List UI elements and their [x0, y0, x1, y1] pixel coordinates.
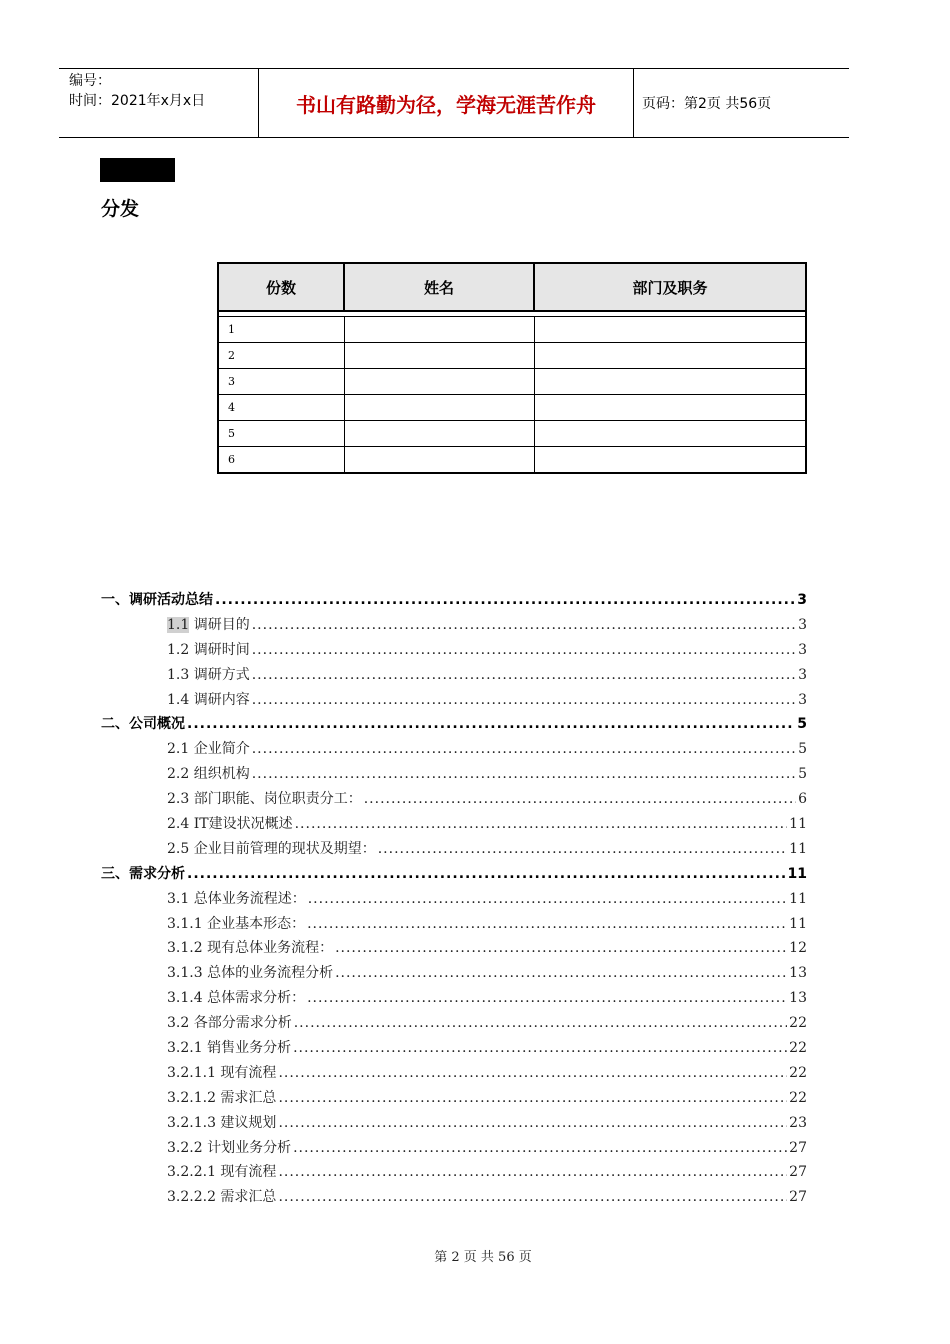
toc-page-number: 22 [789, 1064, 807, 1081]
toc-leader-dots [252, 766, 796, 782]
toc-page-number: 13 [789, 965, 807, 982]
toc-leader-dots [308, 891, 787, 907]
toc-entry-title: 二、公司概况 [101, 716, 185, 733]
toc-page-number: 11 [789, 890, 807, 907]
toc-entry[interactable] [101, 1012, 807, 1037]
toc-entry[interactable] [101, 689, 807, 714]
toc-leader-dots [278, 1189, 787, 1205]
table-cell-copies: 1 [218, 317, 344, 343]
toc-page-number: 6 [798, 791, 807, 808]
toc-entry-title: 3.2.1 销售业务分析 [167, 1040, 292, 1057]
toc-page-number: 22 [789, 1040, 807, 1057]
toc-entry[interactable] [101, 838, 807, 863]
toc-leader-dots [252, 692, 796, 708]
table-row [218, 343, 806, 369]
table-row [218, 369, 806, 395]
table-row [218, 395, 806, 421]
toc-entry[interactable] [101, 863, 807, 888]
toc-page-number: 22 [789, 1089, 807, 1106]
toc-entry[interactable] [101, 813, 807, 838]
toc-entry[interactable] [101, 1037, 807, 1062]
header-time-label: 时间：2021年x月x日 [69, 93, 206, 109]
table-header-department: 部门及职务 [534, 263, 806, 311]
toc-leader-dots [278, 1065, 787, 1081]
toc-entry-title: 3.2.1.1 现有流程 [167, 1064, 277, 1081]
toc-entry-title: 1.2 调研时间 [167, 641, 250, 658]
toc-page-number: 3 [798, 691, 807, 708]
toc-entry-title: 1.4 调研内容 [167, 691, 250, 708]
toc-page-number: 5 [798, 741, 807, 758]
toc-entry-title: 3.1.3 总体的业务流程分析 [167, 965, 334, 982]
header-number-label: 编号： [69, 73, 111, 89]
toc-entry-title: 3.1.2 现有总体业务流程： [167, 940, 334, 957]
toc-leader-dots [252, 741, 796, 757]
header-motto: 书山有路勤为径，学海无涯苦作舟 [259, 69, 634, 137]
toc-entry-title: 2.3 部门职能、岗位职责分工： [167, 791, 362, 808]
table-cell-name [344, 421, 534, 447]
toc-entry[interactable] [101, 763, 807, 788]
toc-entry[interactable] [101, 614, 807, 639]
table-header-copies: 份数 [218, 263, 344, 311]
table-cell-name [344, 369, 534, 395]
toc-entry-title: 1.3 调研方式 [167, 666, 250, 683]
toc-leader-dots [187, 716, 795, 732]
toc-leader-dots [278, 1090, 787, 1106]
toc-page-number: 3 [798, 666, 807, 683]
toc-leader-dots [364, 791, 796, 807]
toc-leader-dots [294, 1015, 787, 1031]
toc-page-number: 23 [789, 1114, 807, 1131]
toc-entry-title: 2.5 企业目前管理的现状及期望： [167, 840, 376, 857]
section-title: 分发 [101, 198, 140, 220]
table-cell-name [344, 395, 534, 421]
toc-leader-dots [335, 965, 787, 981]
table-header-name: 姓名 [344, 263, 534, 311]
toc-page-number: 3 [797, 592, 807, 608]
table-cell-department [534, 447, 806, 474]
toc-page-number: 11 [789, 915, 807, 932]
toc-entry-title: 1.1 调研目的 [167, 616, 250, 633]
toc-leader-dots [252, 642, 796, 658]
toc-entry[interactable] [101, 639, 807, 664]
toc-entry-title: 一、调研活动总结 [101, 592, 213, 608]
table-cell-name [344, 343, 534, 369]
toc-entry-title: 3.1.1 企业基本形态： [167, 915, 306, 932]
toc-leader-dots [293, 1140, 787, 1156]
toc-leader-dots [252, 617, 796, 633]
toc-page-number: 27 [789, 1164, 807, 1181]
table-of-contents [101, 589, 807, 1211]
toc-entry-title: 3.2.2.2 需求汇总 [167, 1189, 277, 1206]
toc-entry-title: 三、需求分析 [101, 865, 185, 882]
toc-entry[interactable] [101, 1062, 807, 1087]
table-cell-copies: 4 [218, 395, 344, 421]
table-cell-copies: 5 [218, 421, 344, 447]
toc-page-number: 5 [797, 716, 807, 733]
toc-leader-dots [187, 866, 786, 882]
table-cell-copies: 2 [218, 343, 344, 369]
table-cell-copies: 6 [218, 447, 344, 474]
header-page-info: 页码：第2页 共56页 [642, 96, 772, 112]
toc-leader-dots [278, 1115, 787, 1131]
table-cell-department [534, 395, 806, 421]
redaction-block [100, 158, 175, 182]
table-cell-department [534, 343, 806, 369]
toc-leader-dots [215, 592, 795, 608]
toc-leader-dots [293, 1040, 787, 1056]
toc-entry[interactable] [101, 937, 807, 962]
toc-leader-dots [278, 1164, 787, 1180]
table-cell-department [534, 369, 806, 395]
table-row [218, 421, 806, 447]
toc-entry-title: 3.1.4 总体需求分析： [167, 990, 306, 1007]
toc-entry[interactable] [101, 738, 807, 763]
toc-leader-dots [307, 990, 787, 1006]
toc-entry[interactable] [101, 1112, 807, 1137]
toc-entry-title: 3.2.1.2 需求汇总 [167, 1089, 277, 1106]
table-row [218, 447, 806, 474]
header-meta [59, 69, 259, 137]
toc-entry[interactable] [101, 788, 807, 813]
page-header [59, 68, 849, 138]
toc-entry[interactable] [101, 987, 807, 1012]
toc-entry-title: 3.2.2 计划业务分析 [167, 1139, 292, 1156]
toc-entry[interactable] [101, 1087, 807, 1112]
toc-entry[interactable] [101, 664, 807, 689]
toc-leader-dots [295, 816, 788, 832]
toc-entry-number: 1.1 [167, 616, 190, 633]
toc-entry-title: 2.1 企业简介 [167, 741, 250, 758]
table-cell-name [344, 317, 534, 343]
toc-page-number: 27 [789, 1139, 807, 1156]
table-header-row [218, 263, 806, 311]
toc-page-number: 3 [798, 641, 807, 658]
toc-page-number: 3 [798, 616, 807, 633]
toc-entry[interactable] [101, 913, 807, 938]
toc-entry[interactable] [101, 1186, 807, 1211]
toc-entry[interactable] [101, 888, 807, 913]
table-row [218, 317, 806, 343]
toc-leader-dots [307, 916, 787, 932]
toc-leader-dots [335, 940, 787, 956]
toc-page-number: 13 [789, 990, 807, 1007]
page-footer: 第 2 页 共 56 页 [434, 1250, 532, 1265]
toc-entry-title: 3.2.1.3 建议规划 [167, 1114, 277, 1131]
toc-entry[interactable] [101, 962, 807, 987]
toc-page-number: 27 [789, 1189, 807, 1206]
toc-entry-title: 3.2 各部分需求分析 [167, 1015, 292, 1032]
distribution-table [217, 262, 807, 474]
table-cell-name [344, 447, 534, 474]
toc-entry[interactable] [101, 713, 807, 738]
table-cell-copies: 3 [218, 369, 344, 395]
toc-page-number: 22 [789, 1015, 807, 1032]
toc-entry[interactable] [101, 1161, 807, 1186]
toc-page-number: 11 [787, 865, 807, 882]
toc-entry-title: 2.4 IT建设状况概述 [167, 816, 293, 833]
toc-page-number: 5 [798, 766, 807, 783]
toc-entry[interactable] [101, 589, 807, 614]
toc-page-number: 11 [789, 816, 807, 833]
toc-entry-title: 3.1 总体业务流程述： [167, 890, 306, 907]
toc-leader-dots [378, 841, 787, 857]
toc-entry[interactable] [101, 1137, 807, 1162]
table-cell-department [534, 317, 806, 343]
toc-page-number: 12 [789, 940, 807, 957]
toc-entry-title: 3.2.2.1 现有流程 [167, 1164, 277, 1181]
toc-leader-dots [252, 667, 796, 683]
toc-entry-title: 2.2 组织机构 [167, 766, 250, 783]
table-cell-department [534, 421, 806, 447]
toc-page-number: 11 [789, 840, 807, 857]
